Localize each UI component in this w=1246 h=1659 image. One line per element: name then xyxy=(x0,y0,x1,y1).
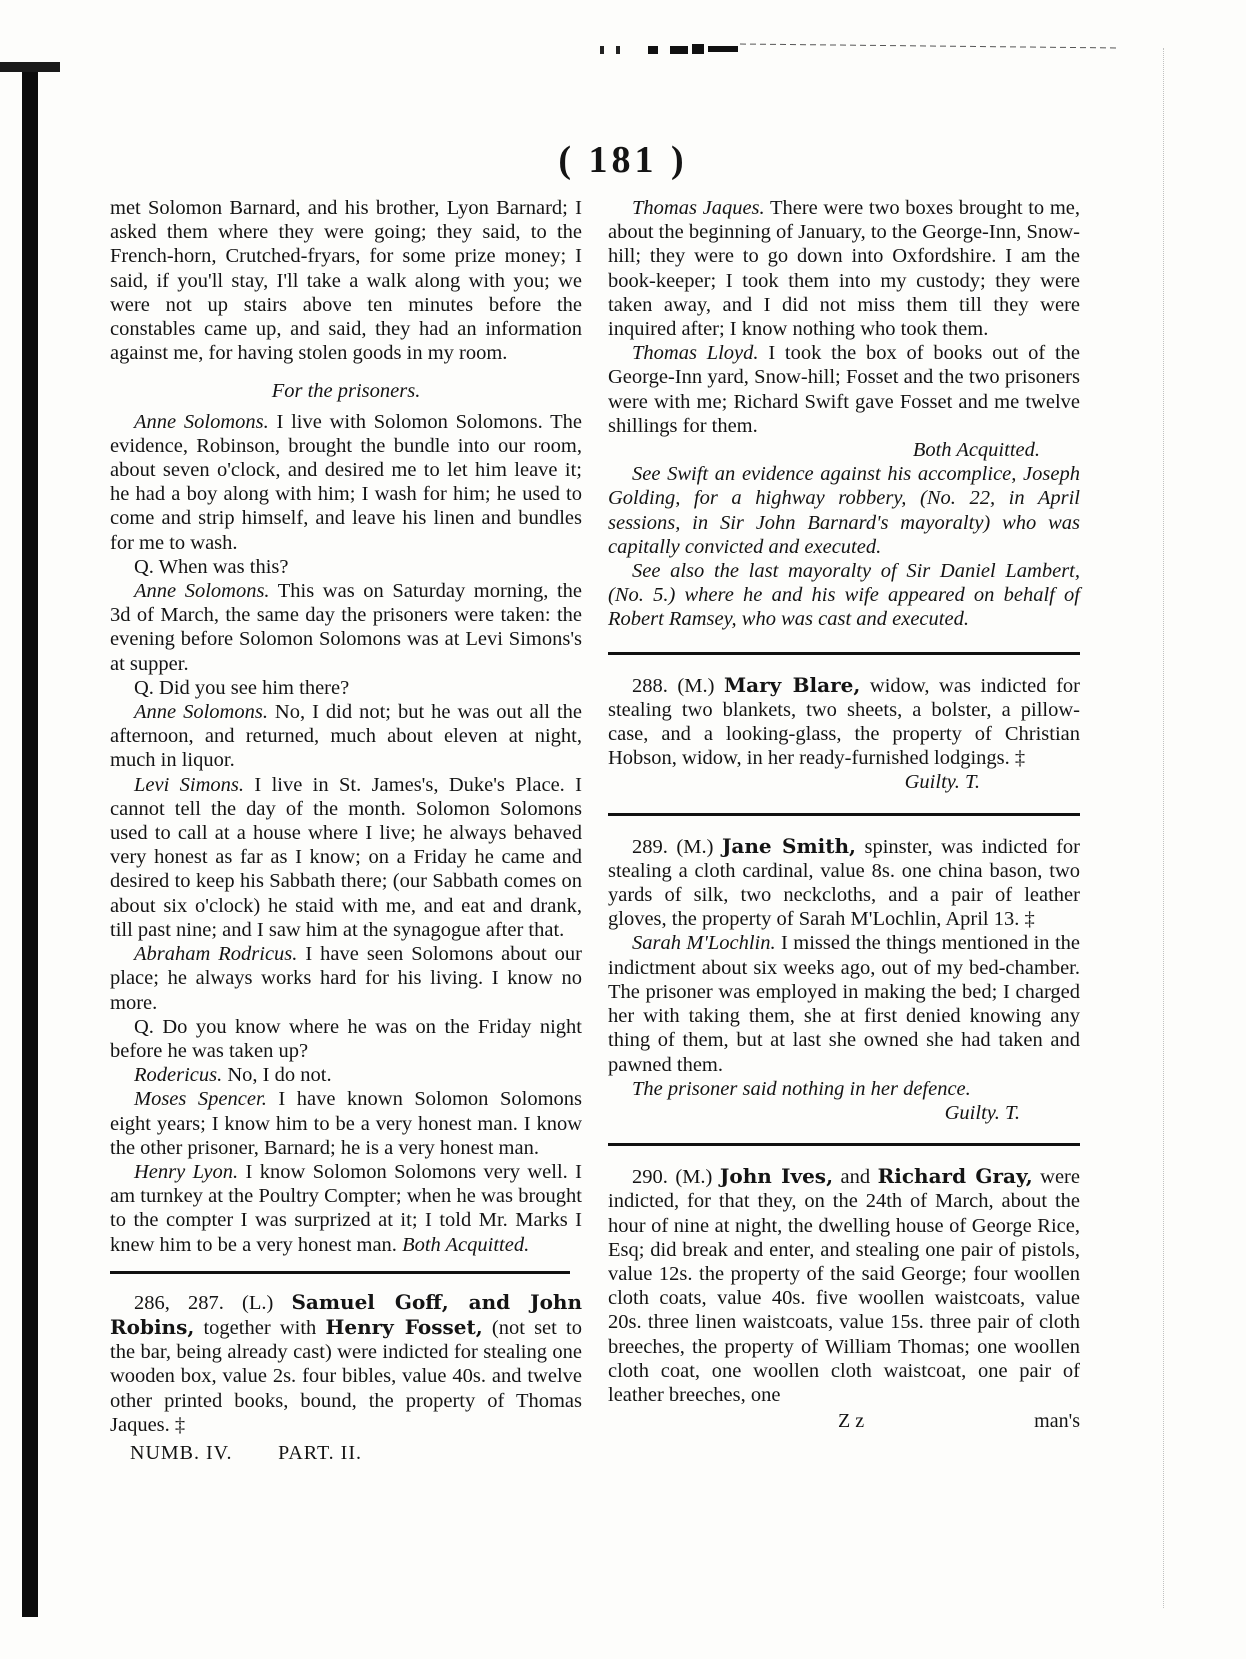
case-text: and xyxy=(833,1166,878,1189)
testimony-text: I have seen Solomons about our place; he always works hard for his living. I know no more. xyxy=(110,943,583,1014)
case-number: 288. (M.) xyxy=(632,674,724,697)
case-text: together with xyxy=(194,1316,326,1339)
testimony xyxy=(110,1087,582,1160)
testimony xyxy=(110,942,582,1015)
testimony xyxy=(608,196,1080,341)
case-text: (not set to the bar, being already cast) were indicted for stealing one wooden box, value 2s. four bibles, value 40s. and twelve other printed books, bound, the property of Thomas Jaques. ‡ xyxy=(110,1316,582,1436)
signature-mark: Z z xyxy=(838,1410,865,1433)
speaker-name: Abraham Rodricus. xyxy=(134,943,298,966)
testimony-text: I live in St. James's, Duke's Place. I cannot tell the day of the month. Solomon Solomons used to call at a house where I live; he always behaved very honest as far as I know; on a Friday he came and desired to keep his Sabbath there; (our Sabbath comes on about six o'clock) he staid with me, and eat and drank, till past nine; and I saw him at the synagogue after that. xyxy=(110,773,582,941)
defendant-name: Richard Gray, xyxy=(877,1164,1033,1189)
question: Q. When was this? xyxy=(134,555,289,578)
right-column xyxy=(608,196,1080,1433)
testimony xyxy=(110,410,582,555)
footnote: See also the last mayoralty of Sir Daniel Lambert, (No. 5.) where he and his wife appeared on behalf of Robert Ramsey, who was cast and executed. xyxy=(608,560,1080,631)
footer-part: PART. II. xyxy=(278,1441,362,1464)
testimony-text: There were two boxes brought to me, about the beginning of January, to the George-Inn, Snow-hill; they were to go down into Oxfordshire. I am the book-keeper; I took them into my custody; they were taken away, and I did not miss them till they were inquired after; I know nothing who took them. xyxy=(608,197,1080,341)
speaker-name: Anne Solomons. xyxy=(134,701,268,724)
defendant-name: Jane Smith, xyxy=(721,833,856,858)
testimony xyxy=(110,1063,582,1087)
section-heading: For the prisoners. xyxy=(271,380,421,403)
speaker-name: Levi Simons. xyxy=(134,773,245,796)
section-rule xyxy=(608,813,1080,816)
section-rule xyxy=(608,1143,1080,1146)
case-entry xyxy=(608,834,1080,932)
defendant-names: Samuel Goff, and John Robins, xyxy=(110,1289,582,1339)
verdict: Guilty. T. xyxy=(944,1101,1020,1124)
binding-edge xyxy=(22,62,38,1617)
testimony-text: No, I do not. xyxy=(222,1064,332,1087)
catchword: man's xyxy=(1034,1410,1080,1433)
footer-line xyxy=(110,1441,582,1465)
testimony xyxy=(608,931,1080,1076)
case-entry xyxy=(608,673,1080,771)
case-text: spinster, was indicted for stealing a cloth cardinal, value 8s. one china bason, two yards of silk, two neckcloths, and a pair of leather gloves, the property of Sarah M'Lochlin, April 13. ‡ xyxy=(608,835,1080,931)
paragraph: met Solomon Barnard, and his brother, Lyon Barnard; I asked them where they were going; they said, to the French-horn, Crutched-fryars, for some prize money; I said, if you'll stay, I'll take a walk along with you; we were not up stairs above ten minutes before the constables came up, and said, they had an information against me, for having stolen goods in my room. xyxy=(110,197,582,365)
page-edge-shadow xyxy=(1163,48,1228,1608)
defendant-name: Henry Fosset, xyxy=(325,1314,483,1339)
footer-number: NUMB. IV. xyxy=(130,1441,233,1464)
print-noise xyxy=(600,40,1160,56)
speaker-name: Thomas Jaques. xyxy=(632,197,765,219)
case-number: 289. (M.) xyxy=(632,835,722,858)
case-number: 290. (M.) xyxy=(632,1166,720,1189)
testimony-text: I have known Solomon Solomons eight years; I know him to be a very honest man. I know the other prisoner, Barnard; he is a very honest man. xyxy=(110,1088,582,1159)
speaker-name: Rodericus. xyxy=(134,1064,223,1087)
speaker-name: Anne Solomons. xyxy=(134,410,269,433)
page-number: ( 181 ) xyxy=(558,139,688,181)
testimony-text: I live with Solomon Solomons. The evidence, Robinson, brought the bundle into our room, about seven o'clock, and desired me to let him leave it; he had a boy along with him; I wash for him; he used to come and strip himself, and leave his linen and bundles for me to wash. xyxy=(110,410,582,554)
binding-shadow xyxy=(0,62,60,72)
speaker-name: Moses Spencer. xyxy=(134,1088,267,1111)
case-number: 286, 287. (L.) xyxy=(134,1291,292,1314)
testimony xyxy=(110,773,582,942)
speaker-name: Thomas Lloyd. xyxy=(632,342,759,365)
testimony-text: No, I did not; but he was out all the afternoon, and returned, much about eleven at night, much in liquor. xyxy=(110,701,582,772)
speaker-name: Sarah M'Lochlin. xyxy=(632,932,776,955)
verdict: Both Acquitted. xyxy=(402,1233,530,1256)
testimony-text: I know Solomon Solomons very well. I am turnkey at the Poultry Compter; when he was brought to the compter I was surprized at it; I told Mr. Marks I knew him to be a very honest man. xyxy=(110,1160,582,1256)
case-text: widow, was indicted for stealing two blankets, two sheets, a bolster, a pillow-case, and a looking-glass, the property of Christian Hobson, widow, in her ready-furnished lodgings. ‡ xyxy=(608,674,1080,770)
speaker-name: Henry Lyon. xyxy=(134,1160,239,1183)
footnote: See Swift an evidence against his accomplice, Joseph Golding, for a highway robbery, (No. 22, in April sessions, in Sir John Barnard's mayoralty) who was capitally convicted and executed. xyxy=(608,463,1080,558)
question: Q. Do you know where he was on the Friday night before he was taken up? xyxy=(110,1015,582,1062)
defendant-name: John Ives, xyxy=(719,1164,834,1189)
section-rule xyxy=(110,1271,570,1274)
section-rule xyxy=(608,652,1080,655)
testimony-text: I took the box of books out of the George-Inn yard, Snow-hill; Fosset and the two prisoners were with me; Richard Swift gave Fosset and me twelve shillings for them. xyxy=(608,342,1080,437)
defence-note: The prisoner said nothing in her defence. xyxy=(632,1077,971,1100)
testimony-text: I missed the things mentioned in the indictment about six weeks ago, out of my bed-chamber. The prisoner was employed in making the bed; I charged her with taking them, she at first denied knowing any thing of them, but at last she owned she had taken and pawned them. xyxy=(608,932,1080,1076)
question: Q. Did you see him there? xyxy=(134,676,350,699)
verdict: Guilty. T. xyxy=(904,771,980,794)
case-entry xyxy=(608,1164,1080,1407)
testimony xyxy=(608,341,1080,438)
speaker-name: Anne Solomons. xyxy=(134,580,270,603)
testimony-text: This was on Saturday morning, the 3d of March, the same day the prisoners were taken: the evening before Solomon Solomons was at Levi Simons's at supper. xyxy=(110,580,582,675)
case-text: were indicted, for that they, on the 24th of March, about the hour of nine at night, the dwelling house of George Rice, Esq; did break and enter, and stealing one pair of pistols, value 12s. the property of the said George; four woollen cloth coats, value 40s. five woollen waistcoats, value 20s. three linen waistcoats, value 15s. three pair of cloth breeches, the property of William Thomas; one woollen cloth coat, one woollen cloth waistcoat, one pair of leather breeches, one xyxy=(608,1166,1080,1406)
defendant-name: Mary Blare, xyxy=(724,672,861,697)
testimony xyxy=(110,700,582,773)
footer-line xyxy=(608,1409,1080,1433)
left-column xyxy=(110,196,582,1465)
case-entry xyxy=(110,1290,582,1437)
verdict: Both Acquitted. xyxy=(912,439,1040,462)
testimony xyxy=(110,579,582,676)
testimony xyxy=(110,1160,582,1257)
